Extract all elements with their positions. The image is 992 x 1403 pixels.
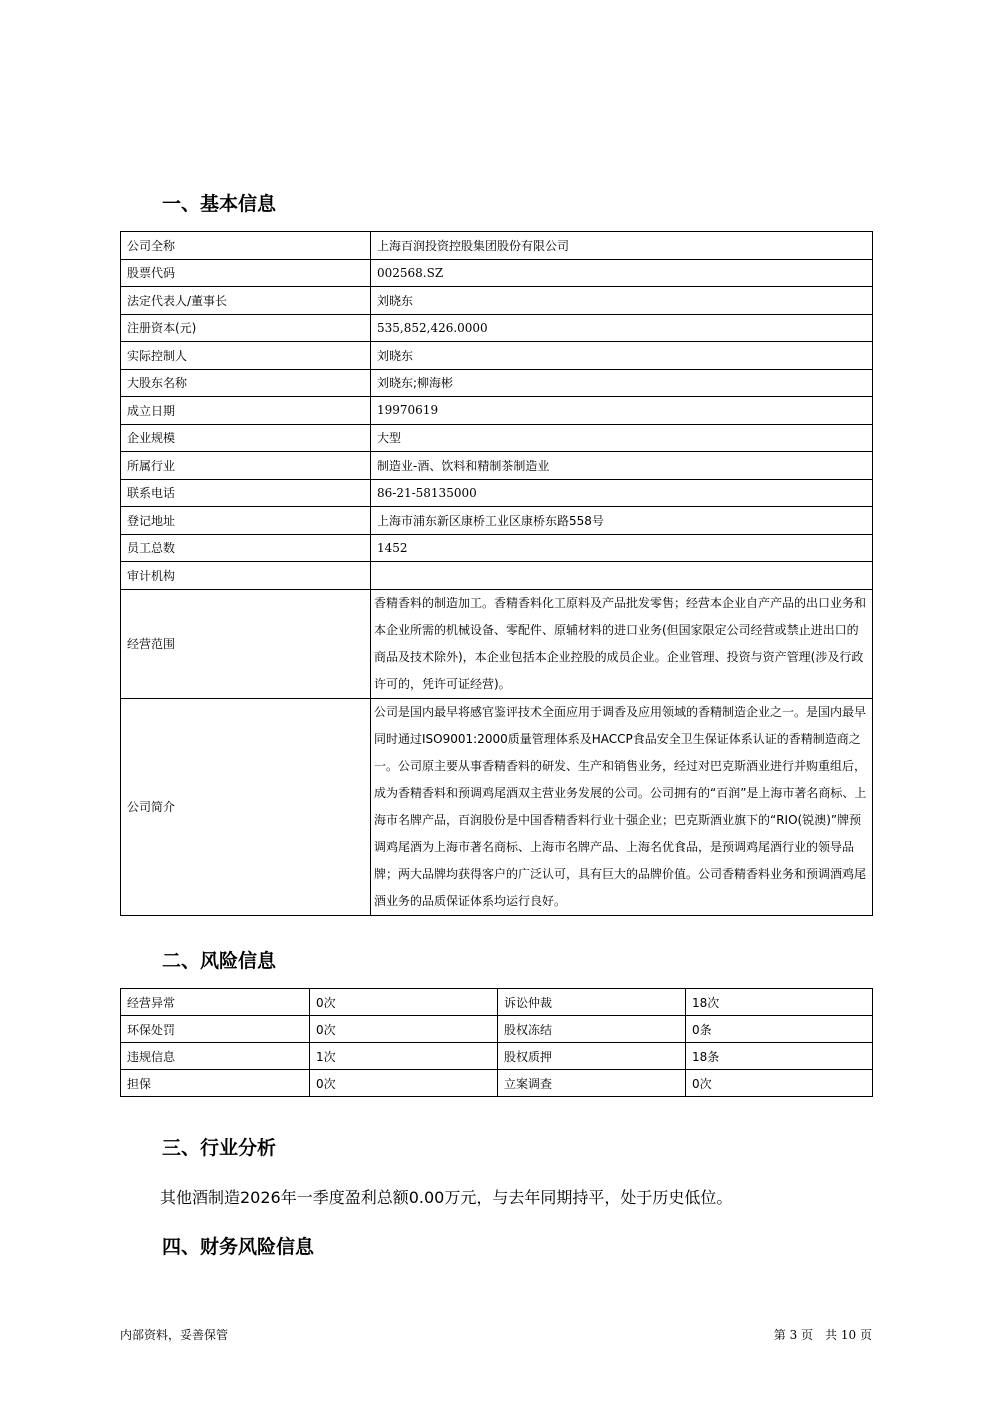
- table-row: [121, 314, 873, 342]
- row-value: 002568.SZ: [371, 259, 873, 287]
- row-label: 公司全称: [121, 232, 371, 260]
- risk-label: 诉讼仲裁: [498, 989, 686, 1016]
- risk-value: 1次: [310, 1043, 498, 1070]
- row-label: 法定代表人/董事长: [121, 287, 371, 315]
- row-label: 联系电话: [121, 479, 371, 507]
- industry-analysis-text: 其他酒制造2026年一季度盈利总额0.00万元，与去年同期持平，处于历史低位。: [160, 1188, 733, 1207]
- table-row: [121, 397, 873, 425]
- row-label: 成立日期: [121, 397, 371, 425]
- basic-info-table: [120, 231, 873, 916]
- page-current: 3: [789, 1328, 798, 1342]
- risk-label: 违规信息: [121, 1043, 310, 1070]
- row-value: 刘晓东;柳海彬: [371, 369, 873, 397]
- row-value: 19970619: [371, 397, 873, 425]
- table-row: [121, 452, 873, 480]
- business-scope-label: 经营范围: [121, 589, 371, 698]
- table-row: [121, 342, 873, 370]
- footer-page-number: [774, 1326, 872, 1343]
- row-label: 企业规模: [121, 424, 371, 452]
- section-title-basic-info: 一、基本信息: [162, 193, 277, 215]
- table-row: [121, 562, 873, 590]
- table-row: [121, 287, 873, 315]
- page-prefix: 第: [773, 1328, 786, 1342]
- row-value: 刘晓东: [371, 287, 873, 315]
- risk-value: 0次: [310, 989, 498, 1016]
- risk-value: 18次: [686, 989, 873, 1016]
- page-mid: 页 共: [801, 1328, 838, 1342]
- row-value: 上海百润投资控股集团股份有限公司: [371, 232, 873, 260]
- row-value: 制造业-酒、饮料和精制茶制造业: [371, 452, 873, 480]
- risk-label: 担保: [121, 1070, 310, 1097]
- risk-value: 0次: [310, 1016, 498, 1043]
- business-scope-text: 香精香料的制造加工。香精香料化工原料及产品批发零售；经营本企业自产产品的出口业务和本企业所需的机械设备、零配件、原辅材料的进口业务(但国家限定公司经营或禁止进出口的商品及技术除外)，本企业包括本企业控股的成员企业。企业管理、投资与资产管理(涉及行政许可的，凭许可证经营)。: [371, 589, 873, 698]
- table-row: [121, 534, 873, 562]
- section-title-risk-info: 二、风险信息: [162, 950, 277, 972]
- row-label: 审计机构: [121, 562, 371, 590]
- risk-label: 环保处罚: [121, 1016, 310, 1043]
- row-label: 股票代码: [121, 259, 371, 287]
- risk-value: 0次: [310, 1070, 498, 1097]
- company-profile-text: 公司是国内最早将感官鉴评技术全面应用于调香及应用领域的香精制造企业之一。是国内最早同时通过ISO9001:2000质量管理体系及HACCP食品安全卫生保证体系认证的香精制造商之一。公司原主要从事香精香料的研发、生产和销售业务，经过对巴克斯酒业进行并购重组后，成为香精香料和预调鸡尾酒双主营业务发展的公司。公司拥有的“百润”是上海市著名商标、上海市名牌产品，百润股份是中国香精香料行业十强企业；巴克斯酒业旗下的“RIO(锐澳)”牌预调鸡尾酒为上海市著名商标、上海市名牌产品、上海名优食品，是预调鸡尾酒行业的领导品牌；两大品牌均获得客户的广泛认可，具有巨大的品牌价值。公司香精香料业务和预调酒鸡尾酒业务的品质保证体系均运行良好。: [371, 698, 873, 915]
- page-suffix: 页: [859, 1328, 872, 1342]
- row-label: 实际控制人: [121, 342, 371, 370]
- risk-value: 0条: [686, 1016, 873, 1043]
- row-value: 1452: [371, 534, 873, 562]
- risk-value: 0次: [686, 1070, 873, 1097]
- row-value: 86-21-58135000: [371, 479, 873, 507]
- section-title-industry-analysis: 三、行业分析: [162, 1137, 277, 1159]
- row-value: 上海市浦东新区康桥工业区康桥东路558号: [371, 507, 873, 535]
- row-label: 员工总数: [121, 534, 371, 562]
- row-value: 大型: [371, 424, 873, 452]
- table-row-company-profile: [121, 698, 873, 915]
- row-label: 登记地址: [121, 507, 371, 535]
- table-row-business-scope: [121, 589, 873, 698]
- risk-label: 股权质押: [498, 1043, 686, 1070]
- row-label: 注册资本(元): [121, 314, 371, 342]
- company-profile-label: 公司简介: [121, 698, 371, 915]
- table-row: [121, 259, 873, 287]
- table-row: [121, 479, 873, 507]
- row-label: 所属行业: [121, 452, 371, 480]
- section-title-financial-risk: 四、财务风险信息: [162, 1236, 315, 1258]
- risk-label: 立案调查: [498, 1070, 686, 1097]
- table-row: [121, 1070, 873, 1097]
- table-row: [121, 369, 873, 397]
- risk-label: 股权冻结: [498, 1016, 686, 1043]
- table-row: [121, 1043, 873, 1070]
- row-value: 535,852,426.0000: [371, 314, 873, 342]
- table-row: [121, 989, 873, 1016]
- page-total: 10: [840, 1328, 857, 1342]
- footer-confidential-note: 内部资料，妥善保管: [120, 1328, 229, 1342]
- row-value: [371, 562, 873, 590]
- row-label: 大股东名称: [121, 369, 371, 397]
- table-row: [121, 424, 873, 452]
- table-row: [121, 1016, 873, 1043]
- table-row: [121, 232, 873, 260]
- table-row: [121, 507, 873, 535]
- risk-value: 18条: [686, 1043, 873, 1070]
- risk-info-table: [120, 988, 873, 1097]
- row-value: 刘晓东: [371, 342, 873, 370]
- risk-label: 经营异常: [121, 989, 310, 1016]
